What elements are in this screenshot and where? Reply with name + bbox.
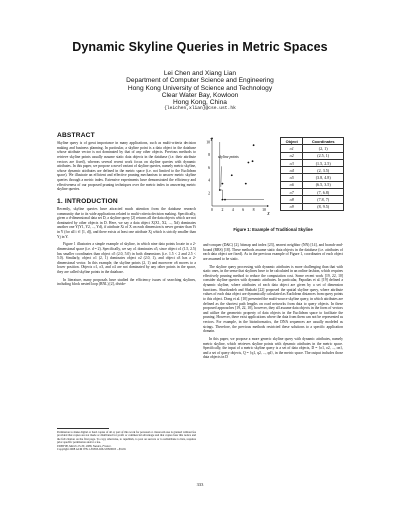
data-point <box>222 183 224 185</box>
coordinate-cell: (6.5, 3.5) <box>303 181 344 188</box>
page-number: 333 <box>196 482 204 487</box>
data-point <box>245 183 247 185</box>
right-paragraph-0: and-conquer (D&C) [2], bitmap and index [23], nearest neighbor (NN) [14], and branch-and-bound (BBS) [18]. These methods assume static data objects in the database (i.e. attributes of each data object are fixed). As in the previous example of Figure 1, coordinates of each object are assumed to be static. <box>203 243 343 261</box>
footnote-rule <box>57 428 109 429</box>
author-department: Department of Computer Science and Engineering <box>126 77 274 85</box>
right-paragraph-2: In this paper, we propose a more generic skyline query with dynamic attributes, namely metric skyline, which retrieves skyline points with dynamic attributes in the metric space. Specifically, the input of a metric skyline query is a set of data objects, D = {o1, o2, ..., on}, and a set of query objects, Q = {q1, q2, ..., qd}, in the metric space. The output includes those data objects in D <box>203 336 343 360</box>
data-point <box>222 199 224 201</box>
data-point <box>248 162 250 164</box>
data-point <box>253 144 255 146</box>
coordinate-cell: (1.5, 2.5) <box>303 159 344 166</box>
intro-paragraph-3: In literature, many proposals have studied the efficiency issues of searching skylines, including block nested loop (BNL) [2], divide- <box>57 277 196 287</box>
author-country: Hong Kong, China <box>173 99 227 107</box>
data-point <box>252 160 254 162</box>
data-point <box>219 189 221 191</box>
x-tick-label: 6 <box>242 208 245 212</box>
intro-paragraph-1: Recently, skyline queries have attracted much attention from the database research community due to its wide applications related to multi-criteria decision making. Specifically, given a d-dimensional data set D, a skyline query [2] returns all the data objects which are not dominated by other objects in D. Here, we say a data object X(X1, X2, ..., Xd) dominates another one Y(Y1, Y2, ..., Yd), if attribute Xi of X on each dimension is never greater than Yi in Y (for all i ∈ [1, d]), and there exists at least one attribute Xj which is strictly smaller than Yj in Y. <box>57 206 196 239</box>
data-point <box>231 174 233 176</box>
paper-title: Dynamic Skyline Queries in Metric Spaces <box>72 40 328 54</box>
coordinate-cell: (7, 6.8) <box>303 189 344 196</box>
coordinate-cell: (2, 1) <box>303 145 344 152</box>
coordinate-cell: (3.8, 4.8) <box>303 174 344 181</box>
table-row <box>281 174 344 181</box>
skyline-frontier <box>220 142 264 200</box>
right-paragraph-1: The skyline query processing with dynamic attributes is more challenging than that with static ones, in the sense that skylines have to be calculated in an online fashion, which requires effectively pruning method to reduce the computation cost. Some recent work [19, 22, 10] consider skyline queries with dynamic attributes. In particular, Papadias et al. [19] defined a dynamic skyline, where attributes of each data object are given by a set of dimension functions. Sharifzadeh and Shahabi [22] proposed the spatial skyline query, where attribute values of each data object are dynamically calculated as Euclidean distances from query points to this object. Dong et al. [10] presented the multi-source skyline query, in which attributes are defined as the shortest path lengths on road networks from data to query objects. In these proposed approaches [19, 22, 10], however, they all assume data objects in the form of vectors and utilize the geometric property of data objects in the Euclidean space to facilitate the pruning. However, there exist applications where the data from them can not be represented as vectors. For example, in the bioinformatics, the DNA sequences are usually modeled as strings. Therefore, the previous methods restricted these solutions to a specific application domain. <box>203 264 343 334</box>
x-axis-label: X <box>267 211 270 216</box>
figure-caption: Figure 1: Example of Traditional Skyline <box>233 227 313 232</box>
object-cell: o4 <box>281 167 303 174</box>
table-row <box>281 203 344 210</box>
coordinate-cell: (8, 9.5) <box>303 203 344 210</box>
coordinate-cell: (2, 3.5) <box>303 167 344 174</box>
table-row <box>281 181 344 188</box>
table-header-coordinates: Coordinates <box>303 138 344 145</box>
y-tick-label: 2 <box>208 191 210 196</box>
footnote-copyright: Copyright 2008 ACM 978-1-59593-926-5/08/0003 ...$5.00. <box>57 447 127 452</box>
intro-paragraph-2: Figure 1 illustrates a simple example of skyline, in which nine data points locate in a 2-dimensional space (i.e. d = 2). Specifically, we say o1 dominates o5, since object o1 (1.5, 2.5) has smaller coordinates than object o5 (2.0, 5.0) in both dimensions (i.e. 1.5 < 2 and 2.5 < 5.0). Similarly, object o1 (2, 1) dominates object o2 (2.0, 1), and object o3 has a 2-dimensional vector. In this example, the skyline points (2, 1) and moreover o6 moves to a lower position. Objects o1, o3, and o4 are not dominated by any other points in the space, they are called skyline points in the database. <box>57 242 196 274</box>
coordinate-cell: (7.8, 7) <box>303 196 344 203</box>
table-row <box>281 196 344 203</box>
author-email: {leichen,xlian}@cse.ust.hk <box>164 106 236 112</box>
x-tick-label: 0 <box>211 208 213 212</box>
x-tick-label: 8 <box>252 208 255 212</box>
left-column <box>57 132 196 287</box>
author-names: Lei Chen and Xiang Lian <box>163 70 237 77</box>
annotation-arrow <box>221 166 222 186</box>
x-tick-label: 4 <box>231 208 234 212</box>
y-tick-label: 8 <box>208 153 210 158</box>
author-street: Clear Water Bay, Kowloon <box>161 91 239 99</box>
table-row <box>281 152 344 159</box>
abstract-heading: ABSTRACT <box>57 132 95 139</box>
y-tick-label: 6 <box>208 165 210 170</box>
object-cell: o2 <box>281 152 303 159</box>
footnote <box>57 431 196 452</box>
object-cell: o9 <box>281 203 303 210</box>
object-cell: o8 <box>281 196 303 203</box>
author-university: Hong Kong University of Science and Technology <box>127 84 273 92</box>
object-cell: o1 <box>281 145 303 152</box>
object-cell: o5 <box>281 174 303 181</box>
right-column <box>203 243 343 360</box>
scatter-plot <box>202 136 272 218</box>
table-row <box>281 145 344 152</box>
intro-heading: 1. INTRODUCTION <box>57 197 118 205</box>
table-row <box>281 167 344 174</box>
x-tick-label: 10 <box>262 208 266 212</box>
y-axis-label: Y <box>210 137 213 142</box>
object-cell: o7 <box>281 189 303 196</box>
table-header-object: Object <box>281 138 303 145</box>
y-tick-label: 10 <box>206 140 210 145</box>
table-row <box>281 189 344 196</box>
x-axis-arrow <box>267 205 269 207</box>
figure-1 <box>202 136 344 240</box>
footnote-text: Permission to make digital or hard copies of all or part of this work for personal or classroom use is granted without fee provided that copies are not made or distributed for profit or commercial advantage and that copies bear this notice and the full citation on the first page. To copy otherwise, to republish, to post on servers or to redistribute to lists, requires prior specific permission and/or a fee. <box>57 430 196 445</box>
table-row <box>281 159 344 166</box>
data-point <box>224 199 226 201</box>
author-block <box>0 70 400 113</box>
plot-annotation: skyline points <box>218 155 239 159</box>
abstract-text: Skyline query is of great importance in many applications, such as multi-criteria decision making and business planning. In particular, a skyline point is a data object in the database whose attribute vector is not dominated by that of any other objects. Previous methods to retrieve skyline points usually assume static data objects in the database (i.e. their attribute vectors are fixed), whereas several recent work focus on skyline queries with dynamic attributes. In this paper, we propose a novel variant of skyline queries, namely metric skyline, whose dynamic attributes are defined in the metric space (i.e. not limited to the Euclidean space). We illustrate an efficient and effective pruning mechanism to answer metric skyline queries through a metric index. Extensive experiments have demonstrated the efficiency and effectiveness of our proposed pruning techniques over the metric index in answering metric skyline queries. <box>57 141 196 192</box>
object-cell: o6 <box>281 181 303 188</box>
footnote-venue: EDBT'08, March 25-30, 2008, Nantes, France. <box>57 443 112 448</box>
x-tick-label: 2 <box>221 208 224 212</box>
y-tick-label: 4 <box>208 178 210 183</box>
coordinate-cell: (2.5, 1) <box>303 152 344 159</box>
coordinates-table <box>280 137 344 211</box>
object-cell: o3 <box>281 159 303 166</box>
